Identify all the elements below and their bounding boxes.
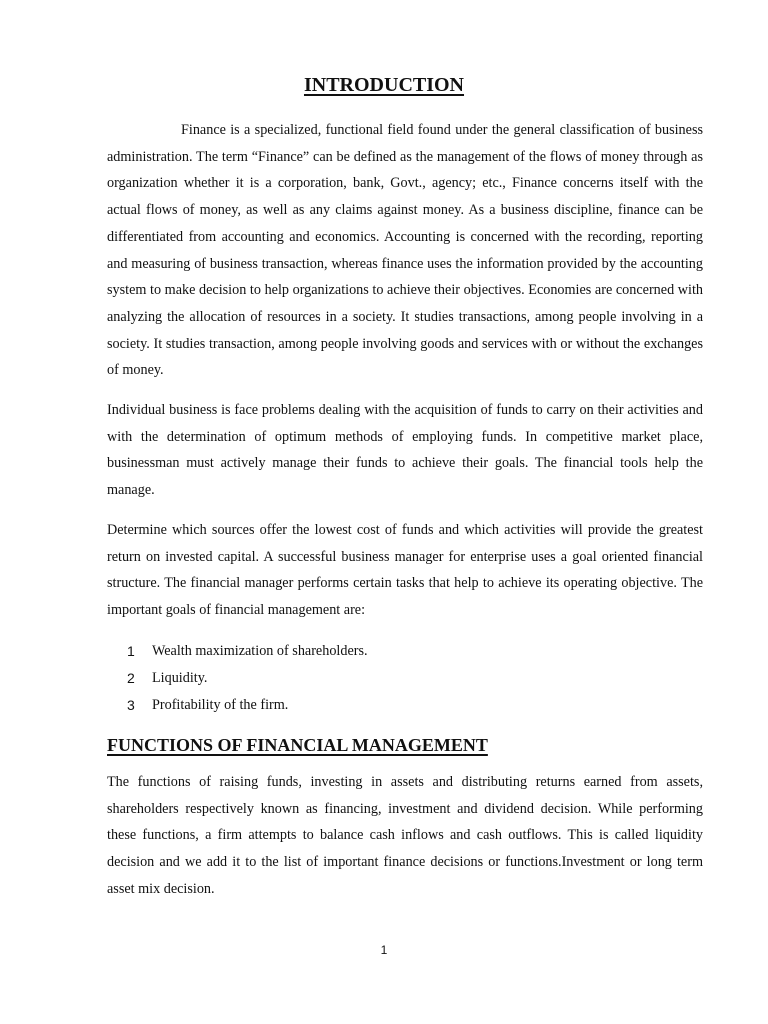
list-item-text: Profitability of the firm.	[152, 697, 289, 713]
intro-paragraph-text: Finance is a specialized, functional field found under the general classification of business administration. The term “Finance” can be defined as the management of the flows of money through as organization whether it is a corporation, bank, Govt., agency; etc., Finance concerns itself with the actual flows of money, as well as any claims against money. As a business discipline, finance can be differentiated from accounting and economics. Accounting is concerned with the recording, reporting and measuring of business transaction, whereas finance uses the information provided by the accounting system to make decision to help organizations to achieve their objectives. Economies are concerned with analyzing the allocation of resources in a society. It studies transactions, among people involving in a society. It studies transaction, among people involving goods and services with or without the exchanges of money.	[107, 122, 703, 379]
list-item-number: 2	[127, 670, 135, 686]
list-item-text: Liquidity.	[152, 670, 208, 686]
list-item-text: Wealth maximization of shareholders.	[152, 643, 368, 659]
list-item-number: 3	[127, 697, 135, 713]
intro-paragraph	[107, 117, 703, 384]
list-item	[127, 638, 627, 665]
list-item-number: 1	[127, 643, 135, 659]
goals-list	[127, 638, 627, 719]
business-paragraph: Individual business is face problems dealing with the acquisition of funds to carry on their activities and with the determination of optimum methods of employing funds. In competitive market place, businessman must actively manage their funds to achieve their goals. The financial tools help the manage.	[107, 402, 703, 499]
sources-paragraph: Determine which sources offer the lowest cost of funds and which activities will provide the greatest return on invested capital. A successful business manager for enterprise uses a goal oriented financial structure. The financial manager performs certain tasks that help to achieve its operating objective. The important goals of financial management are:	[107, 522, 703, 619]
page-title	[0, 73, 768, 97]
page-number: 1	[380, 943, 388, 957]
list-item	[127, 692, 627, 719]
page-title-text: INTRODUCTION	[303, 74, 465, 96]
list-item	[127, 665, 627, 692]
section-heading-text: FUNCTIONS OF FINANCIAL MANAGEMENT	[107, 735, 488, 755]
functions-paragraph: The functions of raising funds, investing in assets and distributing returns earned from assets, shareholders respectively known as financing, investment and dividend decision. While performing these functions, a firm attempts to balance cash inflows and cash outflows. This is called liquidity decision and we add it to the list of important finance decisions or functions.Investment or long term asset mix decision.	[107, 774, 703, 897]
section-heading	[107, 733, 488, 757]
